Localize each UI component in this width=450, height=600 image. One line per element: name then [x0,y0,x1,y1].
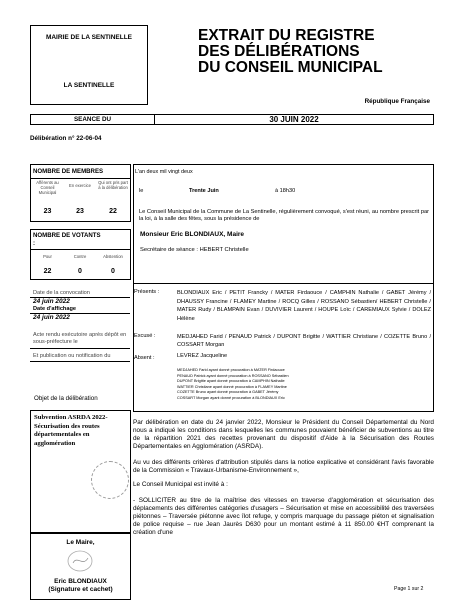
membres-title: NOMBRE DE MEMBRES [33,168,104,175]
absent-label: Absent : [134,355,155,361]
votants-title: NOMBRE DE VOTANTS : [33,232,101,247]
membres-box [30,164,131,222]
procuration-item: COSSART Morgan ayant donné procuration à BLONDIAUX Eric [177,395,285,400]
deliberation-number: Délibération n° 22-06-04 [30,135,102,142]
republique-francaise: République Française [364,98,430,105]
paragraph-3: Le Conseil Municipal est invité à : [133,481,228,489]
presents-label: Présents : [134,289,160,295]
objet-label: Objet de la délibération [34,395,98,402]
votants-value-pour: 22 [43,268,52,275]
paragraph-1: Par délibération en date du 24 janvier 2022, Monsieur le Président du Conseil Départemental du Nord nous a indiqué les conditions dans lesquelles les communes pouvaient bénéficier de subventions au titre de la répartition 2021 des recettes provenant du dispositif d'Aide à la Sécurisation des Routes Départementales en Agglomération (ASRDA). [133,419,434,450]
objet-box [30,410,131,533]
acte-executoire: Acte rendu exécutoire après dépôt en sous-préfecture le [33,332,127,345]
page-number: Page 1 sur 2 [394,586,424,592]
votants-value-contre: 0 [78,268,82,275]
procuration-item: COZETTE Bruno ayant donné procuration à GABET Jérémy [177,390,279,395]
seance-label: SEANCE DU [73,116,112,123]
deliberation-body [133,419,434,537]
an-line: L'an deux mil vingt deux [135,169,193,175]
procuration-item: WATTIER Christiane ayant donné procuration à FLAMEY Martine [177,384,287,389]
seance-bar [30,114,434,125]
excuse-label: Excusé : [134,333,156,339]
votants-header-contre: Contre [73,254,87,259]
paragraph-2: Au vu des différents critères d'attribution stipulés dans la notice explicative et considérant l'avis favorable de la Commission « Travaux-Urbanisme-Environnement », [133,458,434,474]
affichage-date: 24 juin 2022 [33,314,70,321]
maire-name: Eric BLONDIAUX [54,578,107,585]
commune-name: LA SENTINELLE [63,82,115,89]
procuration-item: PENAUD Patrick ayant donné procuration à ROSSANO Sébastien [177,373,289,378]
votants-header-pour: Pour [43,254,52,259]
membres-header-1: Afférents au Conseil Municipal [36,180,59,195]
intro-text: Le Conseil Municipal de la Commune de La Sentinelle, régulièrement convoqué, s'est réuni, au nombre prescrit par la loi, à la salle des fêtes, sous la présidence de [139,209,430,223]
president-text: Monsieur Eric BLONDIAUX, Maire [140,231,245,238]
excuses-list: MEDJAHED Farid / PENAUD Patrick / DUPONT Brigitte / WATTIER Christiane / COZETTE Bruno / COSSART Morgan [177,334,431,349]
paragraph-4: - SOLLICITER au titre de la maîtrise des vitesses en traverse d'agglomération et sécurisation des déplacements des différentes catégories d'usagers – Sécurisation et mise en accessibilité des traversées piétonnes – Traversée piétonne avec îlot refuge, y compris marquage du passage piéton et signalisation de police requise – rue Jean Jaurès D630 pour un montant estimé à 11 850.00 €HT comprenant la création d'une [133,497,434,536]
membres-value-2: 23 [76,208,84,215]
votants-box [30,229,131,280]
procuration-item: MEDJAHED Farid ayant donné procuration à MATER Firdaouce [177,368,285,372]
objet-text: Subvention ASRDA 2022- Sécurisation des routes départementales en agglomération [34,414,108,447]
procuration-item: DUPONT Brigitte ayant donné procuration à CAMPHIN Nathalie [177,379,285,384]
signature-note: (Signature et cachet) [48,586,113,593]
seance-date: 30 JUIN 2022 [269,115,319,124]
membres-value-3: 22 [109,208,117,215]
signature-box [30,533,131,600]
procurations-list [177,368,431,402]
votants-value-abstention: 0 [111,268,115,275]
maire-role: Le Maire, [66,539,95,546]
le-label: le [139,188,144,194]
presents-list: BLONDIAUX Eric / PETIT Francky / MATER Firdaouce / CAMPHIN Nathalie / GABET Jérémy / DHAUSSY Francine / FLAMEY Martine / ROCQ Gilles / ROSSANO Sébastien/ HEBERT Christelle / MATER Rudy / BLAMPAIN Evan / DUVIVIER Laurent / HOUPE Loïc / CAREMIAUX Sylvie / DOLEZ Hélène [177,290,431,322]
absent-list: LEVREZ Jacqueline [177,353,228,359]
mairie-box [30,25,148,105]
document-title [198,28,383,76]
title-line-3: DU CONSEIL MUNICIPAL [198,59,383,76]
commune-seal [91,461,129,499]
heure-value: à 18h30 [275,188,296,194]
signature-stamp [65,549,95,573]
publication-notification: Et publication ou notification du [33,353,111,359]
convocation-label: Date de la convocation [33,290,90,296]
seance-details-box [133,164,434,412]
jour-value: Trente Juin [189,188,219,194]
convocation-date: 24 juin 2022 [33,298,70,305]
affichage-label: Date d'affichage [33,306,76,312]
membres-header-3: Qui ont pris part à la délibération [98,180,128,190]
secretaire-text: Secrétaire de séance : HEBERT Christelle [140,247,249,253]
title-line-1: EXTRAIT DU REGISTRE [198,27,375,44]
votants-header-abstention: Abstention [103,254,123,259]
membres-header-2: En exercice [69,183,91,188]
mairie-name: MAIRIE DE LA SENTINELLE [45,34,133,41]
membres-value-1: 23 [43,208,52,215]
title-line-2: DES DÉLIBÉRATIONS [198,43,360,60]
